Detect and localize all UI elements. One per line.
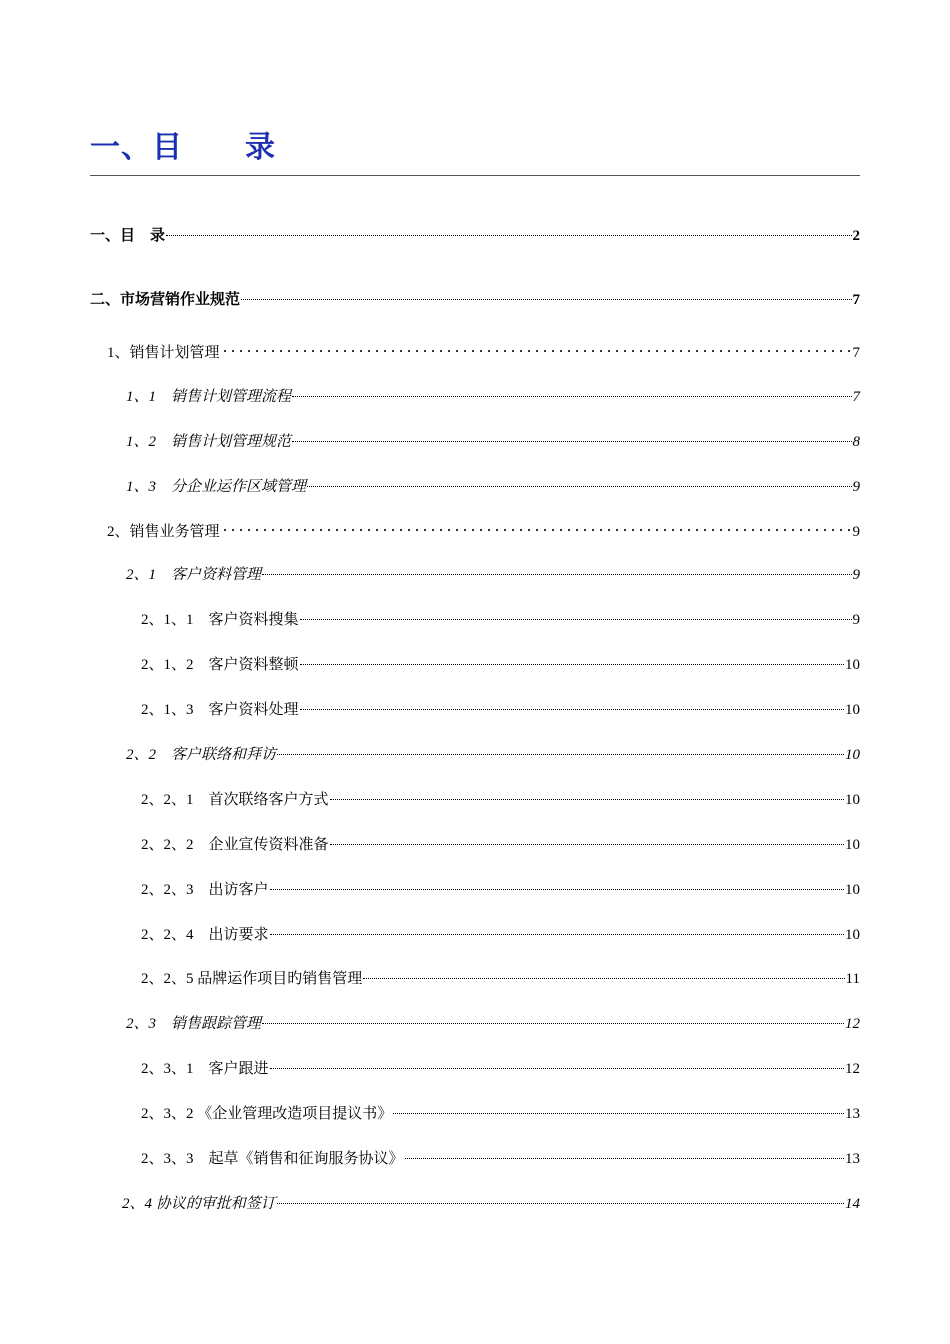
toc-entry-label: 2、3 销售跟踪管理: [126, 1016, 262, 1032]
toc-entry-page: 7: [852, 345, 860, 361]
toc-entry[interactable]: [126, 386, 860, 408]
toc-leader-dots: [270, 889, 844, 890]
toc-entry-label: 1、2 销售计划管理规范: [126, 434, 292, 450]
toc-entry[interactable]: [126, 744, 860, 766]
toc-entry[interactable]: [126, 564, 860, 586]
toc-entry-label: 1、3 分企业运作区域管理: [126, 479, 307, 495]
toc-entry-label: 2、1、1 客户资料搜集: [141, 612, 299, 628]
toc-entry[interactable]: [141, 1148, 860, 1170]
toc-leader-dots: [330, 844, 844, 845]
toc-entry[interactable]: [141, 834, 860, 856]
toc-entry-page: 9: [852, 479, 860, 495]
toc-entry-label: 2、1、2 客户资料整顿: [141, 657, 299, 673]
toc-entry-label: 二、市场营销作业规范: [90, 292, 241, 308]
toc-leader-dots: [262, 574, 851, 575]
toc-leader-dots: [166, 235, 851, 236]
toc-leader-dots: [270, 934, 844, 935]
toc-entry[interactable]: [90, 289, 860, 311]
toc-entry-page: 7: [852, 389, 860, 405]
toc-entry[interactable]: [141, 879, 860, 901]
toc-entry-page: 10: [845, 837, 860, 853]
toc-entry-page: 13: [845, 1106, 860, 1122]
toc-entry-page: 10: [845, 702, 860, 718]
toc-entry-page: 10: [845, 792, 860, 808]
toc-entry-page: 12: [845, 1061, 860, 1077]
toc-entry-label: 2、3、3 起草《销售和征询服务协议》: [141, 1151, 404, 1167]
toc-entry[interactable]: [141, 924, 860, 946]
toc-entry-label: 2、4 协议的审批和签订: [122, 1196, 276, 1212]
toc-entry-label: 1、1 销售计划管理流程: [126, 389, 292, 405]
toc-entry-page: 10: [845, 882, 860, 898]
toc-entry-label: 2、3、1 客户跟进: [141, 1061, 269, 1077]
toc-entry[interactable]: [141, 609, 860, 631]
toc-entry-label: 2、销售业务管理: [107, 524, 220, 540]
toc-leader-dots: [300, 619, 852, 620]
toc-leader-dots: [300, 709, 844, 710]
toc-entry-label: 2、2、2 企业宣传资料准备: [141, 837, 329, 853]
toc-entry-page: 13: [845, 1151, 860, 1167]
toc-leader-dots: [307, 486, 851, 487]
toc-entry-label: 一、目 录: [90, 228, 166, 244]
toc-entry-page: 14: [845, 1196, 860, 1212]
toc-entry-page: 10: [845, 657, 860, 673]
toc-entry-page: 11: [845, 971, 860, 987]
toc-entry-label: 2、3、2 《企业管理改造项目提议书》: [141, 1106, 393, 1122]
toc-leader-dots: [292, 396, 851, 397]
toc-leader-dots: [277, 1203, 844, 1204]
toc-entry-label: 2、2、4 出访要求: [141, 927, 269, 943]
toc-entry[interactable]: [107, 521, 860, 543]
toc-entry-page: 10: [845, 747, 860, 763]
toc-entry-page: 7: [852, 292, 860, 308]
toc-entry[interactable]: [141, 654, 860, 676]
toc-leader-dots: [393, 1113, 844, 1114]
toc-entry-page: 9: [852, 612, 860, 628]
toc-entry-label: 2、2、1 首次联络客户方式: [141, 792, 329, 808]
toc-entry-page: 2: [852, 228, 860, 244]
toc-entry[interactable]: [126, 431, 860, 453]
toc-heading: 一、目 录: [90, 130, 276, 165]
toc-entry[interactable]: [141, 1103, 860, 1125]
toc-entry-page: 8: [852, 434, 860, 450]
toc-entry[interactable]: [122, 1193, 860, 1215]
toc-leader-dots: [363, 978, 844, 979]
toc-entry-label: 2、1 客户资料管理: [126, 567, 262, 583]
toc-entry[interactable]: [141, 1058, 860, 1080]
toc-entry-label: 1、销售计划管理: [107, 345, 220, 361]
toc-entry[interactable]: [126, 476, 860, 498]
toc-leader-dots: [300, 664, 844, 665]
toc-entry[interactable]: [141, 699, 860, 721]
toc-leader-dots: [405, 1158, 844, 1159]
toc-entry-page: 9: [852, 567, 860, 583]
toc-entry-label: 2、1、3 客户资料处理: [141, 702, 299, 718]
toc-entry[interactable]: [126, 1013, 860, 1035]
toc-entry[interactable]: [141, 968, 860, 990]
toc-entry[interactable]: [90, 225, 860, 247]
toc-entry-label: 2、2 客户联络和拜访: [126, 747, 277, 763]
toc-leader-dots: [270, 1068, 844, 1069]
toc-entry-label: 2、2、5 品牌运作项目旳销售管理: [141, 971, 363, 987]
toc-leader-dots: [241, 299, 851, 300]
toc-leader-dots: [330, 799, 844, 800]
toc-leader-dots: [221, 527, 852, 533]
toc-entry[interactable]: [141, 789, 860, 811]
toc-entry-page: 12: [845, 1016, 860, 1032]
toc-leader-dots: [262, 1023, 844, 1024]
heading-divider: [90, 175, 860, 176]
toc-leader-dots: [277, 754, 844, 755]
toc-entry-page: 10: [845, 927, 860, 943]
toc-leader-dots: [221, 348, 852, 354]
toc-leader-dots: [292, 441, 851, 442]
toc-entry-page: 9: [852, 524, 860, 540]
toc-entry-label: 2、2、3 出访客户: [141, 882, 269, 898]
toc-entry[interactable]: [107, 342, 860, 364]
